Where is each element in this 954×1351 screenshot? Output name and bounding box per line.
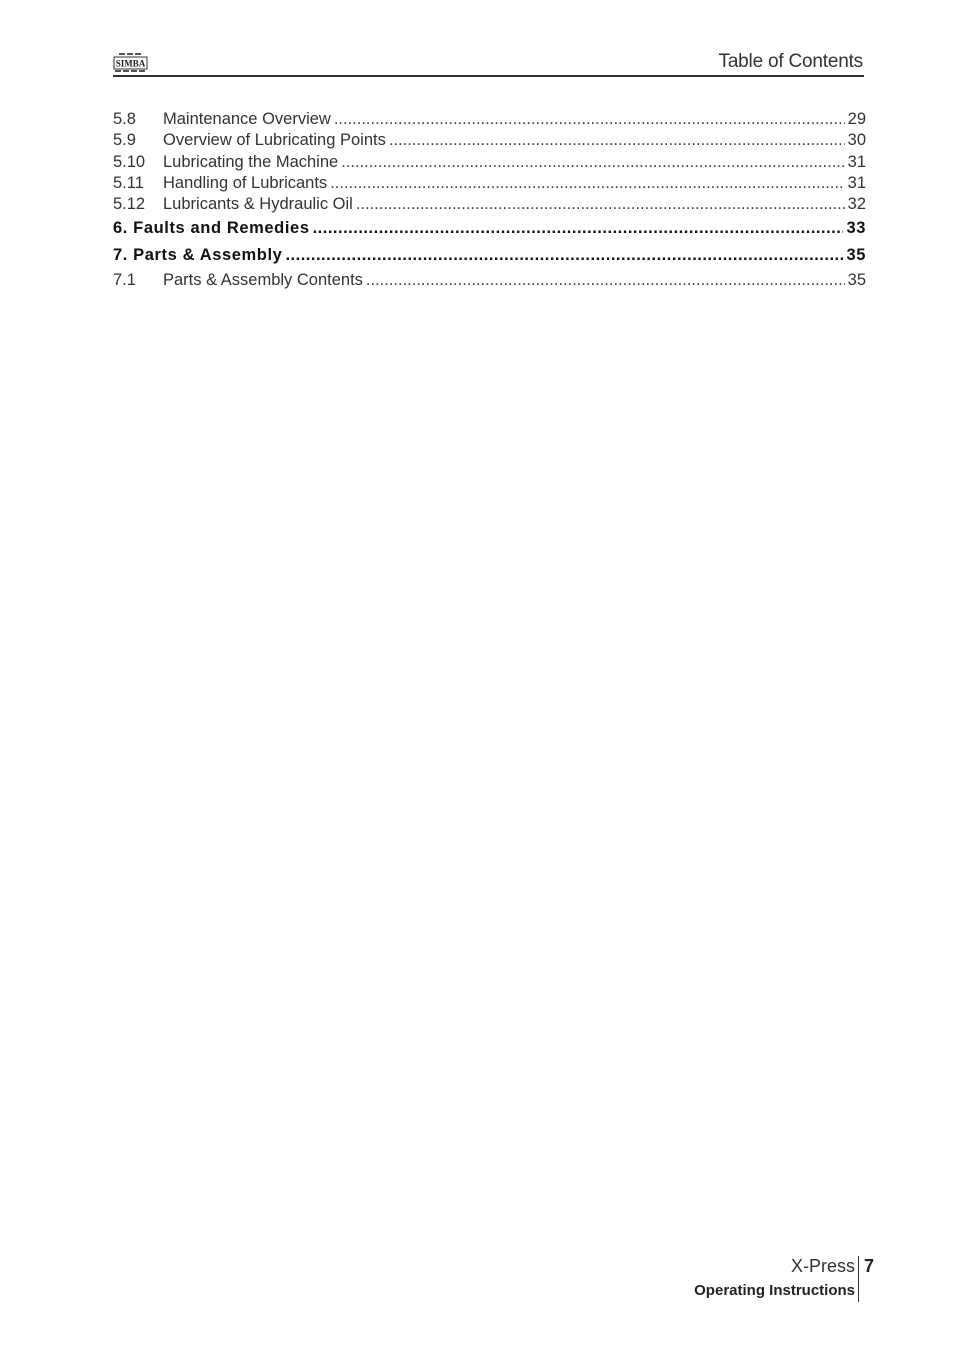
header-divider xyxy=(113,75,864,77)
footer-product-name: X-Press xyxy=(790,1256,855,1276)
toc-entry-number: 5.9 xyxy=(113,131,136,150)
toc-page-number: 32 xyxy=(847,195,866,214)
toc-page-number: 30 xyxy=(847,131,866,150)
toc-entry-row[interactable] xyxy=(113,271,866,292)
toc-entry-title: Handling of Lubricants xyxy=(163,173,328,192)
toc-entry-title: Parts & Assembly Contents xyxy=(163,271,363,290)
toc-entry-row[interactable] xyxy=(113,195,866,216)
toc-page-number: 29 xyxy=(847,110,866,128)
toc-entry-number: 7.1 xyxy=(113,271,136,290)
toc-entry-title: Maintenance Overview xyxy=(163,110,331,128)
toc-entry-row[interactable] xyxy=(113,153,866,174)
footer-divider xyxy=(858,1256,859,1302)
table-of-contents xyxy=(113,110,866,293)
toc-entry-row[interactable] xyxy=(113,174,866,195)
toc-entry-title: Lubricants & Hydraulic Oil xyxy=(163,195,353,214)
toc-dot-leader xyxy=(285,246,843,265)
toc-dot-leader xyxy=(341,153,844,172)
toc-entry-number: 5.8 xyxy=(113,110,136,128)
toc-entry-number: 5.11 xyxy=(113,173,144,192)
toc-page-number: 35 xyxy=(847,271,866,290)
toc-dot-leader xyxy=(389,131,845,150)
toc-dot-leader xyxy=(356,195,845,214)
toc-dot-leader xyxy=(334,110,845,129)
toc-chapter-row[interactable] xyxy=(113,246,866,271)
simba-logo-icon xyxy=(113,52,149,74)
toc-page-number: 35 xyxy=(846,246,866,265)
toc-page-number: 31 xyxy=(847,152,866,171)
toc-entry-number: 5.10 xyxy=(113,152,146,171)
toc-entry-row[interactable] xyxy=(113,110,866,131)
toc-dot-leader xyxy=(330,174,844,193)
footer-subtitle: Operating Instructions xyxy=(694,1282,855,1299)
toc-dot-leader xyxy=(313,219,844,238)
toc-page-number: 33 xyxy=(846,219,866,238)
page-number: 7 xyxy=(864,1256,875,1276)
toc-entry-number: 5.12 xyxy=(113,195,146,214)
toc-chapter-row[interactable] xyxy=(113,219,866,244)
toc-entry-title: 6. Faults and Remedies xyxy=(113,219,310,238)
toc-dot-leader xyxy=(366,271,845,290)
toc-entry-title: Lubricating the Machine xyxy=(163,152,339,171)
header-title: Table of Contents xyxy=(718,51,863,72)
toc-entry-title: Overview of Lubricating Points xyxy=(163,131,386,150)
logo-text: SIMBA xyxy=(115,58,146,69)
toc-page-number: 31 xyxy=(847,173,866,192)
toc-entry-row[interactable] xyxy=(113,131,866,152)
simba-logo xyxy=(113,52,149,74)
toc-entry-title: 7. Parts & Assembly xyxy=(113,246,283,265)
